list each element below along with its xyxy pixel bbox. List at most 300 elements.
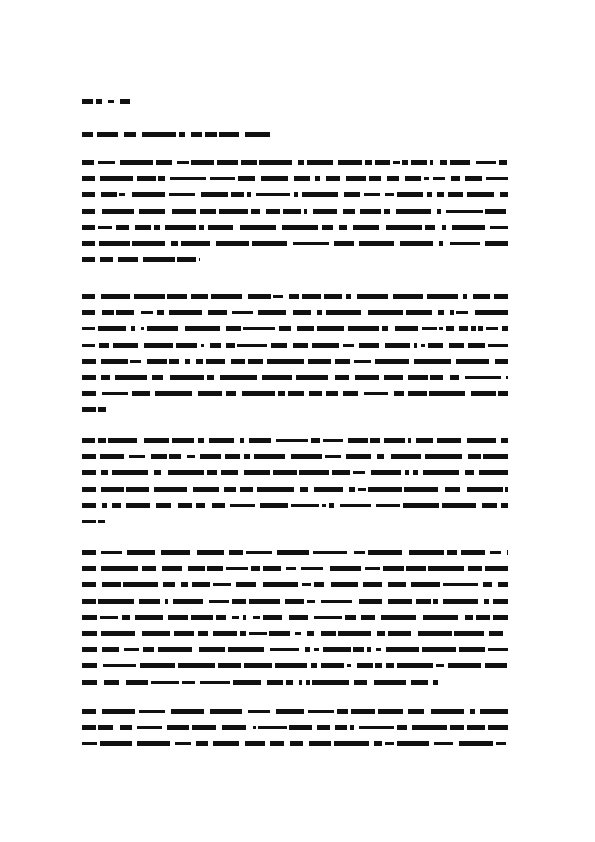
text-fragment xyxy=(132,192,165,197)
text-fragment xyxy=(403,503,439,508)
text-fragment xyxy=(132,241,165,246)
text-fragment xyxy=(478,326,483,331)
text-fragment xyxy=(437,192,444,197)
text-fragment xyxy=(232,599,246,604)
text-fragment xyxy=(470,709,475,714)
text-fragment xyxy=(154,225,160,230)
text-fragment xyxy=(307,631,314,636)
text-fragment xyxy=(425,454,462,459)
text-fragment xyxy=(348,438,368,443)
text-fragment xyxy=(82,257,95,262)
text-fragment xyxy=(443,599,478,604)
text-fragment xyxy=(82,176,95,181)
text-fragment xyxy=(137,741,170,746)
text-fragment xyxy=(97,132,118,137)
text-fragment xyxy=(163,582,175,587)
text-fragment xyxy=(355,375,379,380)
paragraph-2-line xyxy=(82,326,508,331)
text-fragment xyxy=(143,257,175,262)
text-fragment xyxy=(82,192,95,197)
text-fragment xyxy=(317,725,330,730)
text-fragment xyxy=(237,344,267,347)
text-fragment xyxy=(254,454,285,459)
text-fragment xyxy=(348,326,379,331)
header-line-2 xyxy=(0,0,1,1)
text-fragment xyxy=(393,294,423,299)
text-fragment xyxy=(450,375,459,380)
text-fragment xyxy=(140,663,175,668)
text-fragment xyxy=(387,176,399,181)
text-fragment xyxy=(240,487,253,492)
text-fragment xyxy=(201,192,228,197)
text-fragment xyxy=(191,294,208,299)
text-fragment xyxy=(132,391,150,396)
text-fragment xyxy=(156,503,171,508)
text-fragment xyxy=(296,375,328,380)
text-fragment xyxy=(411,680,428,685)
text-fragment xyxy=(283,209,301,214)
text-fragment xyxy=(253,726,256,729)
text-fragment xyxy=(325,455,341,458)
text-fragment xyxy=(368,550,402,555)
text-fragment xyxy=(116,225,129,230)
text-fragment xyxy=(482,503,497,508)
text-fragment xyxy=(142,132,176,137)
text-fragment xyxy=(126,487,149,492)
text-fragment xyxy=(240,438,244,443)
text-fragment xyxy=(408,375,428,380)
text-fragment xyxy=(329,503,334,508)
text-fragment xyxy=(295,632,301,635)
text-fragment xyxy=(82,225,95,230)
text-fragment xyxy=(169,359,179,364)
text-fragment xyxy=(368,310,403,315)
text-fragment xyxy=(346,294,351,299)
text-fragment xyxy=(172,209,196,214)
text-fragment xyxy=(101,470,108,475)
text-fragment xyxy=(357,663,373,668)
text-fragment xyxy=(294,192,298,197)
text-fragment xyxy=(365,567,380,570)
text-fragment xyxy=(376,504,400,507)
text-fragment xyxy=(304,209,307,214)
text-fragment xyxy=(359,343,379,348)
text-fragment xyxy=(208,310,227,315)
text-fragment xyxy=(143,647,154,652)
text-fragment xyxy=(82,310,95,315)
text-fragment xyxy=(321,600,352,603)
text-fragment xyxy=(374,680,406,685)
text-fragment xyxy=(256,193,290,196)
text-fragment xyxy=(485,209,506,214)
text-fragment xyxy=(192,582,210,587)
text-fragment xyxy=(187,455,195,458)
text-fragment xyxy=(484,599,489,604)
paragraph-1-line xyxy=(82,241,508,246)
text-fragment xyxy=(429,391,465,396)
text-fragment xyxy=(359,726,394,729)
text-fragment xyxy=(317,310,322,315)
text-fragment xyxy=(397,725,407,730)
text-fragment xyxy=(465,376,501,379)
text-fragment xyxy=(200,209,216,214)
text-fragment xyxy=(498,391,508,396)
text-fragment xyxy=(213,583,231,586)
paragraph-1-line xyxy=(82,225,508,230)
text-fragment xyxy=(364,193,380,196)
text-fragment xyxy=(258,310,286,315)
text-fragment xyxy=(181,582,188,587)
text-fragment xyxy=(279,326,291,331)
text-fragment xyxy=(445,487,460,492)
text-fragment xyxy=(124,648,139,651)
text-fragment xyxy=(167,294,187,299)
text-fragment xyxy=(361,615,375,620)
text-fragment xyxy=(82,391,96,396)
text-fragment xyxy=(422,647,456,652)
text-fragment xyxy=(276,439,308,442)
text-fragment xyxy=(375,359,409,364)
text-fragment xyxy=(177,257,196,262)
text-fragment xyxy=(507,550,508,555)
text-fragment xyxy=(434,742,453,745)
text-fragment xyxy=(382,326,388,331)
text-fragment xyxy=(108,438,137,443)
text-fragment xyxy=(270,741,284,746)
text-fragment xyxy=(322,225,333,230)
text-fragment xyxy=(210,177,235,180)
text-fragment xyxy=(82,454,96,459)
text-fragment xyxy=(490,551,501,554)
text-fragment xyxy=(505,487,508,492)
paragraph-4-line xyxy=(82,550,508,555)
text-fragment xyxy=(82,344,95,347)
text-fragment xyxy=(501,503,508,508)
text-fragment xyxy=(456,311,468,314)
text-fragment xyxy=(207,470,217,475)
paragraph-2-line xyxy=(82,294,508,299)
text-fragment xyxy=(147,326,178,331)
text-fragment xyxy=(365,160,372,165)
text-fragment xyxy=(450,310,454,315)
text-fragment xyxy=(108,100,114,103)
text-fragment xyxy=(263,615,282,620)
text-fragment xyxy=(82,327,95,330)
text-fragment xyxy=(416,438,433,443)
text-fragment xyxy=(168,470,204,475)
text-fragment xyxy=(267,359,304,364)
text-fragment xyxy=(273,470,297,475)
text-fragment xyxy=(126,680,148,685)
text-fragment xyxy=(154,487,187,492)
text-fragment xyxy=(196,359,203,364)
text-fragment xyxy=(101,375,110,380)
text-fragment xyxy=(418,631,452,636)
text-fragment xyxy=(192,725,216,730)
text-fragment xyxy=(233,680,261,685)
text-fragment xyxy=(490,226,508,229)
text-fragment xyxy=(450,725,464,730)
text-fragment xyxy=(243,327,275,330)
text-fragment xyxy=(101,566,138,571)
paragraph-1-line xyxy=(82,257,200,262)
text-fragment xyxy=(99,343,109,348)
text-fragment xyxy=(101,192,117,197)
text-fragment xyxy=(335,725,347,730)
text-fragment xyxy=(155,391,192,396)
text-fragment xyxy=(275,663,307,668)
text-fragment xyxy=(124,132,136,137)
text-fragment xyxy=(367,647,371,652)
text-fragment xyxy=(297,326,314,331)
text-fragment xyxy=(270,648,299,651)
text-fragment xyxy=(130,360,141,363)
text-fragment xyxy=(261,176,288,181)
paragraph-3-line xyxy=(82,487,508,492)
text-fragment xyxy=(354,680,367,685)
text-fragment xyxy=(248,359,263,364)
text-fragment xyxy=(260,503,288,508)
text-fragment xyxy=(363,582,382,587)
text-fragment xyxy=(314,616,342,619)
text-fragment xyxy=(485,663,507,668)
text-fragment xyxy=(334,241,354,246)
text-fragment xyxy=(446,210,483,213)
paragraph-3-line xyxy=(82,454,508,459)
text-fragment xyxy=(175,742,191,745)
text-fragment xyxy=(219,209,248,214)
text-fragment xyxy=(343,391,358,396)
text-fragment xyxy=(289,615,308,620)
text-fragment xyxy=(302,294,321,299)
paragraph-3-line xyxy=(82,503,508,508)
text-fragment xyxy=(158,176,165,181)
text-fragment xyxy=(271,343,287,348)
paragraph-2-line xyxy=(82,359,508,364)
text-fragment xyxy=(467,438,496,443)
text-fragment xyxy=(267,680,283,685)
text-fragment xyxy=(199,647,225,652)
text-fragment xyxy=(384,438,405,443)
text-fragment xyxy=(335,375,349,380)
text-fragment xyxy=(198,631,208,636)
text-fragment xyxy=(408,391,427,396)
text-fragment xyxy=(151,681,179,684)
text-fragment xyxy=(422,327,437,330)
text-fragment xyxy=(314,582,324,587)
text-fragment xyxy=(298,160,304,165)
text-fragment xyxy=(251,209,260,214)
text-fragment xyxy=(200,681,230,684)
text-fragment xyxy=(82,375,96,380)
text-fragment xyxy=(440,160,447,165)
text-fragment xyxy=(493,615,508,620)
text-fragment xyxy=(313,209,337,214)
text-fragment xyxy=(201,344,204,347)
text-fragment xyxy=(495,359,508,364)
text-fragment xyxy=(386,663,394,668)
text-fragment xyxy=(191,132,202,137)
text-fragment xyxy=(468,343,485,348)
text-fragment xyxy=(216,241,249,246)
text-fragment xyxy=(171,709,204,714)
text-fragment xyxy=(196,741,208,746)
text-fragment xyxy=(82,487,96,492)
text-fragment xyxy=(154,470,161,475)
text-fragment xyxy=(302,192,338,197)
text-fragment xyxy=(405,176,421,181)
text-fragment xyxy=(385,343,410,348)
text-fragment xyxy=(454,631,484,636)
text-fragment xyxy=(450,160,470,165)
text-fragment xyxy=(232,616,239,619)
text-fragment xyxy=(467,192,494,197)
text-fragment xyxy=(498,582,508,587)
text-fragment xyxy=(169,193,195,196)
text-fragment xyxy=(218,663,241,668)
text-fragment xyxy=(147,359,167,364)
text-fragment xyxy=(240,225,276,230)
text-fragment xyxy=(82,663,97,668)
text-fragment xyxy=(483,454,508,459)
text-fragment xyxy=(98,161,115,164)
text-fragment xyxy=(406,310,432,315)
text-fragment xyxy=(397,663,433,668)
text-fragment xyxy=(436,664,444,667)
text-fragment xyxy=(353,647,364,652)
text-fragment xyxy=(139,710,165,713)
text-fragment xyxy=(229,550,243,555)
text-fragment xyxy=(299,470,329,475)
text-fragment xyxy=(291,504,319,507)
text-fragment xyxy=(168,615,188,620)
text-fragment xyxy=(485,566,508,571)
text-fragment xyxy=(393,161,400,164)
paragraph-3-line xyxy=(82,519,105,524)
text-fragment xyxy=(308,710,334,713)
text-fragment xyxy=(134,294,165,299)
text-fragment xyxy=(412,725,447,730)
text-fragment xyxy=(289,725,312,730)
text-fragment xyxy=(169,310,202,315)
text-fragment xyxy=(378,709,403,714)
text-fragment xyxy=(82,209,95,214)
text-fragment xyxy=(82,631,97,636)
text-fragment xyxy=(465,470,474,475)
text-fragment xyxy=(383,566,404,571)
text-fragment xyxy=(306,680,310,685)
text-fragment xyxy=(171,241,178,246)
text-fragment xyxy=(273,295,283,298)
text-fragment xyxy=(170,375,204,380)
text-fragment xyxy=(165,599,168,604)
text-fragment xyxy=(305,647,310,652)
text-fragment xyxy=(321,631,336,636)
text-fragment xyxy=(222,725,246,730)
text-fragment xyxy=(82,407,96,412)
text-fragment xyxy=(414,343,417,348)
text-fragment xyxy=(307,160,333,165)
text-fragment xyxy=(225,454,240,459)
text-fragment xyxy=(82,241,95,246)
text-fragment xyxy=(307,600,315,603)
paragraph-5-line xyxy=(82,741,508,746)
text-fragment xyxy=(385,742,394,745)
text-fragment xyxy=(98,725,113,730)
text-fragment xyxy=(181,241,210,246)
text-fragment xyxy=(82,615,97,620)
text-fragment xyxy=(433,599,438,604)
text-fragment xyxy=(438,310,444,315)
text-fragment xyxy=(353,471,365,474)
text-fragment xyxy=(224,487,236,492)
text-fragment xyxy=(245,741,265,746)
text-fragment xyxy=(219,132,239,137)
text-fragment xyxy=(82,520,96,523)
text-fragment xyxy=(263,582,298,587)
text-fragment xyxy=(98,226,112,229)
paragraph-4-line xyxy=(82,663,508,668)
text-fragment xyxy=(302,583,311,586)
text-fragment xyxy=(368,487,402,492)
text-fragment xyxy=(309,741,331,746)
text-fragment xyxy=(301,567,323,570)
text-fragment xyxy=(135,615,163,620)
text-fragment xyxy=(501,438,508,443)
text-fragment xyxy=(102,503,107,508)
text-fragment xyxy=(300,487,308,492)
paragraph-4-line xyxy=(82,631,508,636)
text-fragment xyxy=(388,582,406,587)
text-fragment xyxy=(120,99,130,104)
text-fragment xyxy=(408,438,411,443)
text-fragment xyxy=(263,566,281,571)
text-fragment xyxy=(494,294,508,299)
text-fragment xyxy=(371,470,401,475)
text-fragment xyxy=(376,648,381,651)
text-fragment xyxy=(243,615,246,620)
text-fragment xyxy=(343,209,355,214)
text-fragment xyxy=(118,257,138,262)
text-fragment xyxy=(211,294,242,299)
text-fragment xyxy=(326,310,361,315)
text-fragment xyxy=(101,359,128,364)
text-fragment xyxy=(299,680,302,685)
text-fragment xyxy=(245,132,270,137)
paragraph-2-line xyxy=(82,391,508,396)
text-fragment xyxy=(288,391,304,396)
text-fragment xyxy=(343,344,354,347)
text-fragment xyxy=(82,550,96,555)
paragraph-4-line xyxy=(82,582,508,587)
paragraph-5-line xyxy=(82,709,508,714)
text-fragment xyxy=(193,487,219,492)
text-fragment xyxy=(278,391,285,396)
text-fragment xyxy=(493,599,508,604)
text-fragment xyxy=(430,160,433,165)
text-fragment xyxy=(179,132,185,137)
text-fragment xyxy=(451,176,460,181)
text-fragment xyxy=(135,225,151,230)
text-fragment xyxy=(176,343,197,348)
text-fragment xyxy=(158,647,192,652)
text-fragment xyxy=(127,550,155,555)
text-fragment xyxy=(406,566,426,571)
text-fragment xyxy=(405,470,409,475)
text-fragment xyxy=(98,326,126,331)
text-fragment xyxy=(402,160,408,165)
text-fragment xyxy=(137,726,162,729)
